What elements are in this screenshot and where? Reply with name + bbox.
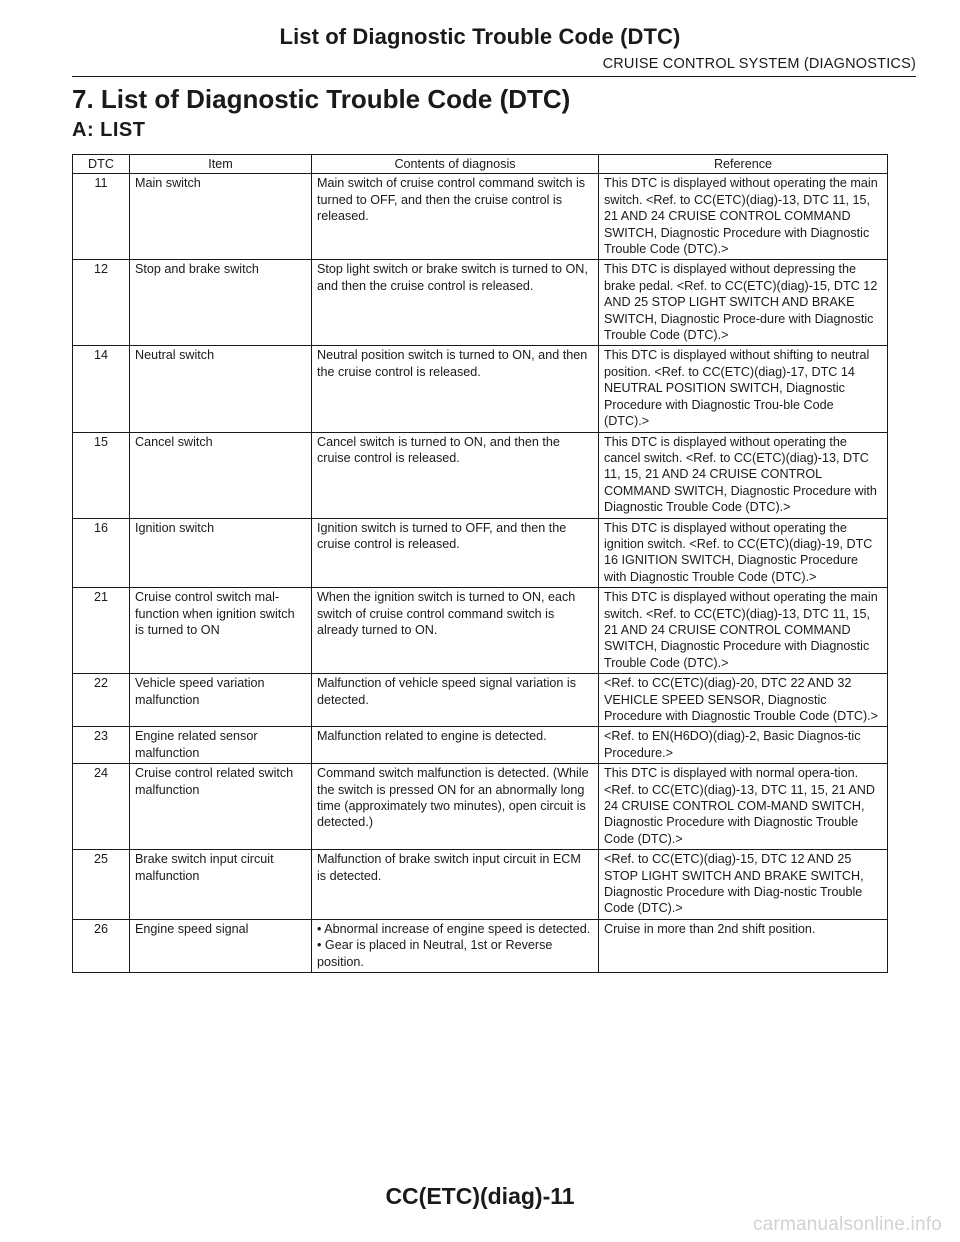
dtc-reference: This DTC is displayed without operating the main switch. <Ref. to CC(ETC)(diag)-13, DTC 11, 15, 21 AND 24 CRUISE CONTROL COMMAND SWITCH, Diagnostic Procedure with Diagnostic Trouble Code (DTC).>	[599, 174, 888, 260]
dtc-reference: <Ref. to EN(H6DO)(diag)-2, Basic Diagnos-tic Procedure.>	[599, 727, 888, 764]
contents-bullet: • Abnormal increase of engine speed is detected.	[317, 921, 591, 936]
dtc-item: Main switch	[130, 174, 312, 260]
table-row	[73, 260, 888, 346]
table-row	[73, 588, 888, 674]
dtc-contents: Malfunction of brake switch input circuit in ECM is detected.	[312, 850, 599, 920]
dtc-item: Neutral switch	[130, 346, 312, 432]
dtc-contents: Main switch of cruise control command switch is turned to OFF, and then the cruise control is released.	[312, 174, 599, 260]
dtc-reference: This DTC is displayed without shifting to neutral position. <Ref. to CC(ETC)(diag)-17, DTC 14 NEUTRAL POSITION SWITCH, Diagnostic Procedure with Diagnostic Trou-ble Code (DTC).>	[599, 346, 888, 432]
dtc-item: Stop and brake switch	[130, 260, 312, 346]
header-subtitle: CRUISE CONTROL SYSTEM (DIAGNOSTICS)	[602, 56, 916, 72]
dtc-code: 22	[73, 674, 130, 727]
table-row	[73, 919, 888, 972]
page-number: CC(ETC)(diag)-11	[385, 1183, 575, 1209]
table-row	[73, 518, 888, 588]
section-title: 7. List of Diagnostic Trouble Code (DTC)	[72, 84, 571, 114]
column-header-reference: Reference	[599, 155, 888, 174]
column-header-item: Item	[130, 155, 312, 174]
dtc-item: Brake switch input circuit malfunction	[130, 850, 312, 920]
dtc-code: 24	[73, 764, 130, 850]
dtc-item: Cancel switch	[130, 432, 312, 518]
dtc-reference: <Ref. to CC(ETC)(diag)-20, DTC 22 AND 32 VEHICLE SPEED SENSOR, Diagnostic Procedure with Diagnostic Trouble Code (DTC).>	[599, 674, 888, 727]
dtc-contents: Malfunction of vehicle speed signal variation is detected.	[312, 674, 599, 727]
table-row	[73, 727, 888, 764]
dtc-reference: This DTC is displayed without depressing the brake pedal. <Ref. to CC(ETC)(diag)-15, DTC 12 AND 25 STOP LIGHT SWITCH AND BRAKE SWITCH, Diagnostic Proce-dure with Diagnostic Trouble Code (DTC).>	[599, 260, 888, 346]
dtc-reference: This DTC is displayed with normal opera-tion. <Ref. to CC(ETC)(diag)-13, DTC 11, 15, 21 AND 24 CRUISE CONTROL COM-MAND SWITCH, Diagnostic Procedure with Diagnostic Trouble Code (DTC).>	[599, 764, 888, 850]
dtc-code: 11	[73, 174, 130, 260]
dtc-contents: Cancel switch is turned to ON, and then the cruise control is released.	[312, 432, 599, 518]
watermark: carmanualsonline.info	[752, 1214, 942, 1235]
dtc-code: 23	[73, 727, 130, 764]
dtc-reference: This DTC is displayed without operating the ignition switch. <Ref. to CC(ETC)(diag)-19, DTC 16 IGNITION SWITCH, Diagnostic Procedure with Diagnostic Trouble Code (DTC).>	[599, 518, 888, 588]
table-row	[73, 674, 888, 727]
table-row	[73, 850, 888, 920]
dtc-item: Cruise control related switch malfunction	[130, 764, 312, 850]
dtc-reference: <Ref. to CC(ETC)(diag)-15, DTC 12 AND 25 STOP LIGHT SWITCH AND BRAKE SWITCH, Diagnostic Procedure with Diag-nostic Trouble Code (DTC).>	[599, 850, 888, 920]
dtc-contents: Command switch malfunction is detected. (While the switch is pressed ON for an abnormally long time (approximately two minutes), open circuit is detected.)	[312, 764, 599, 850]
dtc-code: 14	[73, 346, 130, 432]
table-row	[73, 174, 888, 260]
table-row	[73, 764, 888, 850]
dtc-code: 16	[73, 518, 130, 588]
dtc-item: Engine speed signal	[130, 919, 312, 972]
dtc-code: 15	[73, 432, 130, 518]
table-header-row	[73, 155, 888, 174]
dtc-code: 25	[73, 850, 130, 920]
section-subtitle: A: LIST	[72, 119, 146, 141]
dtc-reference: This DTC is displayed without operating the cancel switch. <Ref. to CC(ETC)(diag)-13, DTC 11, 15, 21 AND 24 CRUISE CONTROL COMMAND SWITCH, Diagnostic Procedure with Diagnostic Trouble Code (DTC).>	[599, 432, 888, 518]
dtc-reference: This DTC is displayed without operating the main switch. <Ref. to CC(ETC)(diag)-13, DTC 11, 15, 21 AND 24 CRUISE CONTROL COMMAND SWITCH, Diagnostic Procedure with Diagnostic Trouble Code (DTC).>	[599, 588, 888, 674]
column-header-contents: Contents of diagnosis	[312, 155, 599, 174]
contents-bullet: • Gear is placed in Neutral, 1st or Reverse position.	[317, 938, 553, 969]
header-divider	[72, 76, 916, 77]
dtc-reference: Cruise in more than 2nd shift position.	[599, 919, 888, 972]
column-header-dtc: DTC	[73, 155, 130, 174]
dtc-contents: Malfunction related to engine is detected.	[312, 727, 599, 764]
dtc-contents: Ignition switch is turned to OFF, and then the cruise control is released.	[312, 518, 599, 588]
dtc-item: Vehicle speed variation malfunction	[130, 674, 312, 727]
dtc-contents	[312, 919, 599, 972]
header-title: List of Diagnostic Trouble Code (DTC)	[279, 24, 681, 49]
dtc-contents: Stop light switch or brake switch is turned to ON, and then the cruise control is released.	[312, 260, 599, 346]
dtc-code: 21	[73, 588, 130, 674]
dtc-item: Ignition switch	[130, 518, 312, 588]
table-row	[73, 346, 888, 432]
dtc-item: Engine related sensor malfunction	[130, 727, 312, 764]
dtc-contents: Neutral position switch is turned to ON, and then the cruise control is released.	[312, 346, 599, 432]
dtc-item: Cruise control switch mal-function when ignition switch is turned to ON	[130, 588, 312, 674]
dtc-code: 12	[73, 260, 130, 346]
table-row	[73, 432, 888, 518]
dtc-contents: When the ignition switch is turned to ON, each switch of cruise control command switch is already turned to ON.	[312, 588, 599, 674]
dtc-code: 26	[73, 919, 130, 972]
dtc-table	[72, 154, 888, 973]
